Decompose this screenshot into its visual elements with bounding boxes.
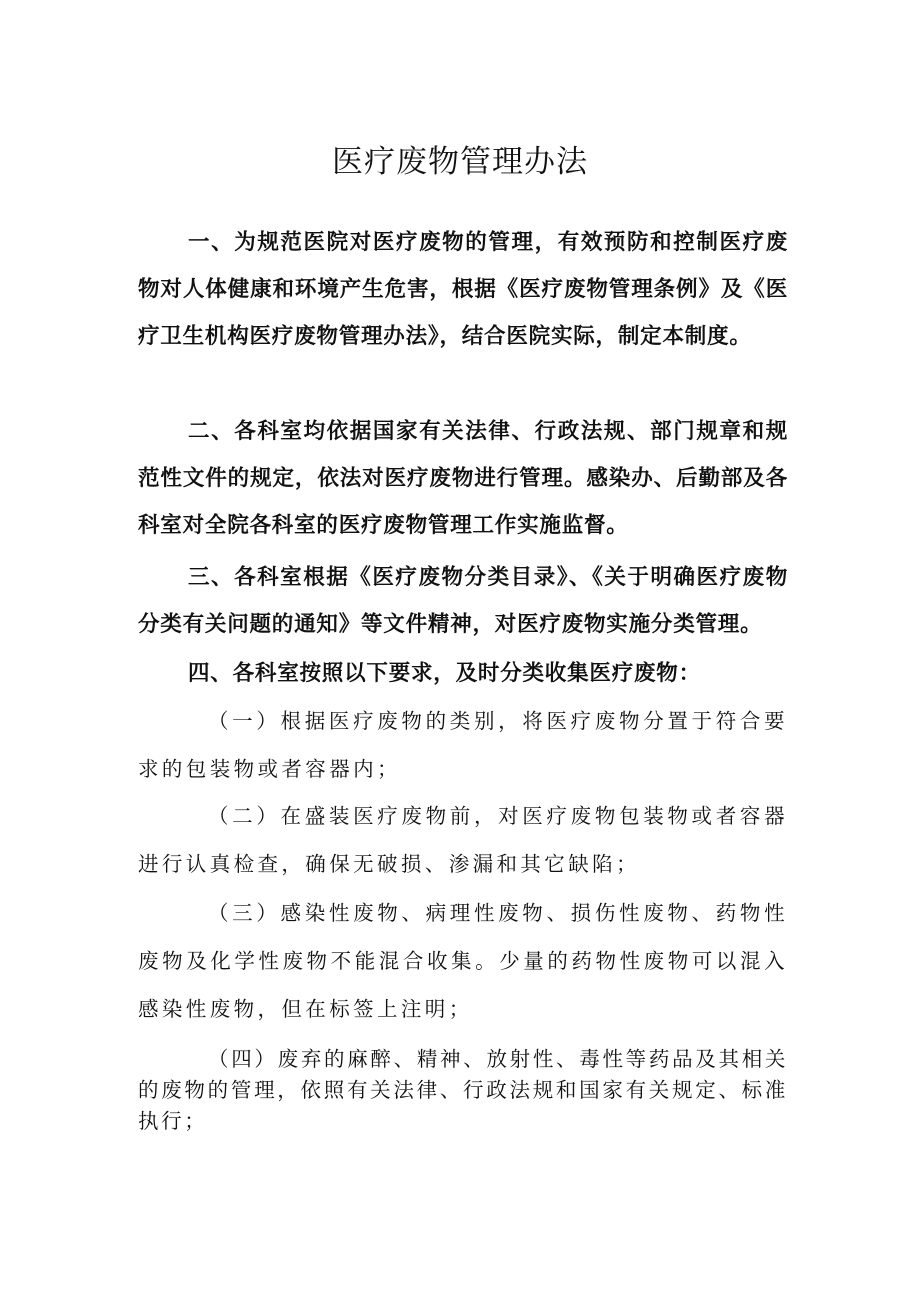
sub-item-1: （一）根据医疗废物的类别，将医疗废物分置于符合要求的包装物或者容器内； bbox=[138, 709, 788, 781]
paragraph-purpose: 一、为规范医院对医疗废物的管理，有效预防和控制医疗废物对人体健康和环境产生危害，根据《医疗废物管理条例》及《医疗卫生机构医疗废物管理办法》，结合医院实际，制定本制度。 bbox=[138, 230, 788, 349]
sub-item-4: （四）废弃的麻醉、精神、放射性、毒性等药品及其相关的废物的管理，依照有关法律、行政法规和国家有关规定、标准执行； bbox=[138, 1047, 788, 1133]
sub-item-3: （三）感染性废物、病理性废物、损伤性废物、药物性废物及化学性废物不能混合收集。少量的药物性废物可以混入感染性废物，但在标签上注明； bbox=[138, 901, 788, 1021]
paragraph-collection-requirements: 四、各科室按照以下要求，及时分类收集医疗废物： bbox=[188, 661, 701, 686]
paragraph-supervision: 二、各科室均依据国家有关法律、行政法规、部门规章和规范性文件的规定，依法对医疗废物进行管理。感染办、后勤部及各科室对全院各科室的医疗废物管理工作实施监督。 bbox=[138, 419, 788, 538]
sub-item-2: （二）在盛装医疗废物前，对医疗废物包装物或者容器进行认真检查，确保无破损、渗漏和其它缺陷； bbox=[138, 804, 788, 876]
document-title: 医疗废物管理办法 bbox=[332, 144, 588, 180]
paragraph-classification: 三、各科室根据《医疗废物分类目录》、《关于明确医疗废物分类有关问题的通知》等文件精神，对医疗废物实施分类管理。 bbox=[138, 565, 788, 637]
